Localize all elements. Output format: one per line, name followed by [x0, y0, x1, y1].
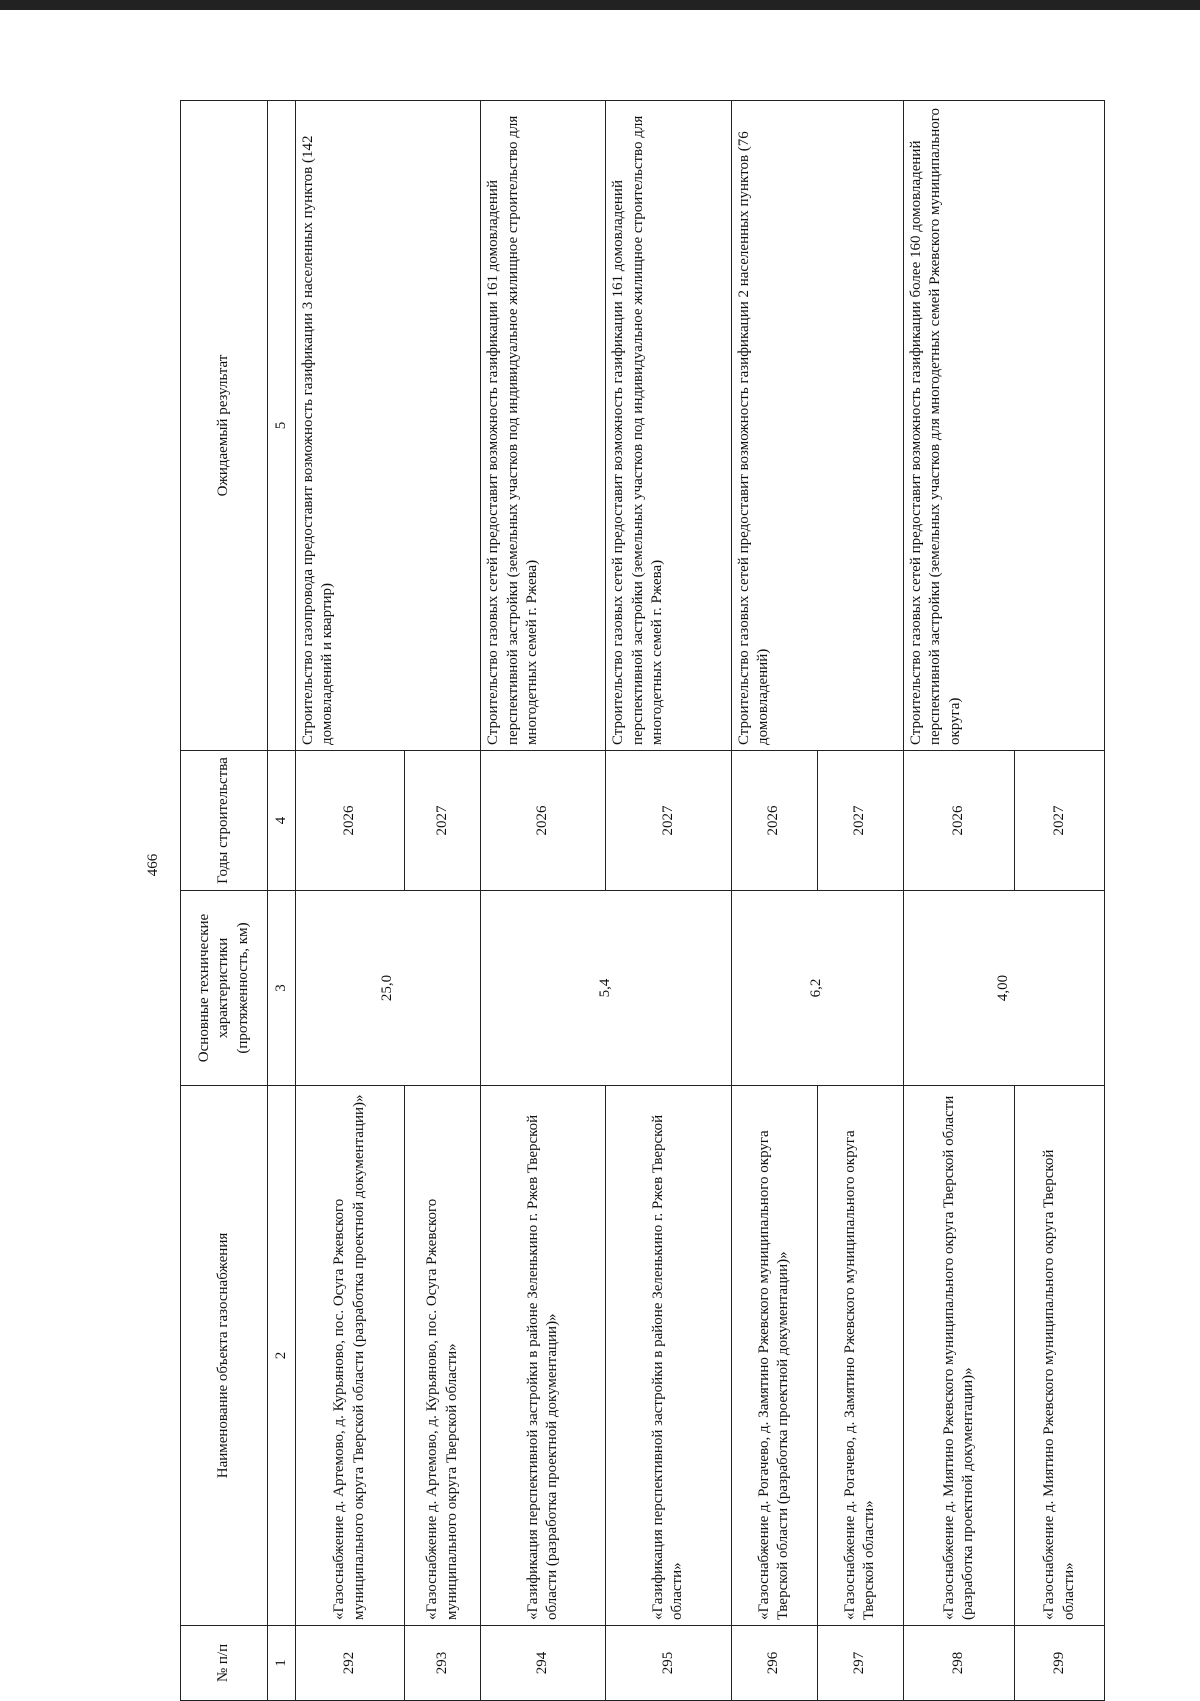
construction-year: 2027: [1015, 751, 1105, 891]
header-years: Годы строительства: [181, 751, 268, 891]
table-row: [903, 101, 1015, 1701]
expected-result: Строительство газовых сетей предоставит возможность газификации 161 домовладений перспективной застройки (земельных участков под индивидуальное жилищное строительство для многодетных семей г. Ржева): [606, 101, 731, 751]
object-name: «Газоснабжение д. Артемово, д. Курьяново, пос. Осуга Ржевского муниципального округа Тверской области»: [405, 1086, 481, 1626]
rotated-page: [180, 101, 1105, 1701]
header-tech: Основные технические характеристики (протяженность, км): [181, 891, 268, 1086]
object-name: «Газоснабжение д. Миятино Ржевского муниципального округа Тверской области»: [1015, 1086, 1105, 1626]
object-name: «Газоснабжение д. Миятино Ржевского муниципального округа Тверской области (разработка проектной документации)»: [903, 1086, 1015, 1626]
col-number: 4: [268, 751, 295, 891]
object-name: «Газоснабжение д. Рогачево, д. Замятино Ржевского муниципального округа Тверской области»: [817, 1086, 903, 1626]
header-row: [181, 101, 268, 1701]
table-row: [295, 101, 405, 1701]
construction-year: 2026: [295, 751, 405, 891]
page-number: 466: [145, 853, 161, 877]
length-km: 5,4: [481, 891, 731, 1086]
row-number: 298: [903, 1626, 1015, 1701]
row-number: 293: [405, 1626, 481, 1701]
row-number: 299: [1015, 1626, 1105, 1701]
construction-year: 2026: [481, 751, 606, 891]
header-result: Ожидаемый результат: [181, 101, 268, 751]
object-name: «Газоснабжение д. Рогачево, д. Замятино Ржевского муниципального округа Тверской области (разработка проектной документации)»: [731, 1086, 817, 1626]
expected-result: Строительство газопровода предоставит возможность газификации 3 населенных пунктов (142 домовладений и квартир): [295, 101, 481, 751]
construction-year: 2027: [606, 751, 731, 891]
table-row: [731, 101, 817, 1701]
gas-supply-table: [180, 100, 1105, 1701]
length-km: 6,2: [731, 891, 903, 1086]
object-name: «Газоснабжение д. Артемово, д. Курьяново, пос. Осуга Ржевского муниципального округа Тверской области (разработка проектной документации)»: [295, 1086, 405, 1626]
row-number: 296: [731, 1626, 817, 1701]
length-km: 4,00: [903, 891, 1104, 1086]
row-number: 292: [295, 1626, 405, 1701]
column-number-row: [268, 101, 295, 1701]
scan-edge: [0, 0, 1200, 10]
header-name: Наименование объекта газоснабжения: [181, 1086, 268, 1626]
col-number: 1: [268, 1626, 295, 1701]
construction-year: 2027: [405, 751, 481, 891]
construction-year: 2026: [731, 751, 817, 891]
construction-year: 2027: [817, 751, 903, 891]
col-number: 2: [268, 1086, 295, 1626]
expected-result: Строительство газовых сетей предоставит возможность газификации 161 домовладений перспективной застройки (земельных участков под индивидуальное жилищное строительство для многодетных семей г. Ржева): [481, 101, 606, 751]
expected-result: Строительство газовых сетей предоставит возможность газификации 2 населенных пунктов (76 домовладений): [731, 101, 903, 751]
length-km: 25,0: [295, 891, 481, 1086]
expected-result: Строительство газовых сетей предоставит возможность газификации более 160 домовладений перспективной застройки (земельных участков для многодетных семей Ржевского муниципального округа): [903, 101, 1104, 751]
header-num: № п/п: [181, 1626, 268, 1701]
construction-year: 2026: [903, 751, 1015, 891]
row-number: 294: [481, 1626, 606, 1701]
col-number: 5: [268, 101, 295, 751]
table-row: [481, 101, 606, 1701]
col-number: 3: [268, 891, 295, 1086]
object-name: «Газификация перспективной застройки в районе Зеленькино г. Ржев Тверской области»: [606, 1086, 731, 1626]
row-number: 297: [817, 1626, 903, 1701]
row-number: 295: [606, 1626, 731, 1701]
object-name: «Газификация перспективной застройки в районе Зеленькино г. Ржев Тверской области (разработка проектной документации)»: [481, 1086, 606, 1626]
